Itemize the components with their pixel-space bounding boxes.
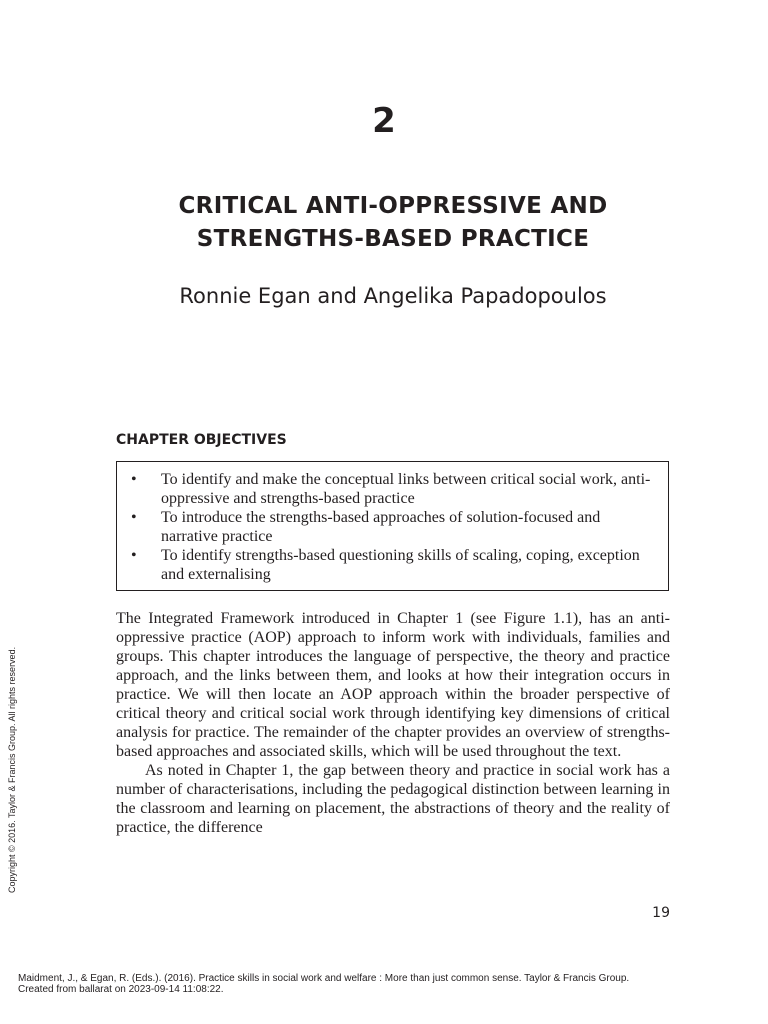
page-number: 19 — [652, 905, 670, 921]
bullet-icon: • — [131, 509, 137, 526]
created-timestamp: Created from ballarat on 2023-09-14 11:08:22. — [18, 984, 224, 995]
objective-text: To identify and make the conceptual links between critical social work, anti-oppressive and strengths-based practice — [161, 471, 651, 507]
chapter-title-line: CRITICAL ANTI-OPPRESSIVE AND — [178, 193, 608, 219]
footer-citation — [18, 973, 758, 995]
chapter-title — [0, 190, 768, 256]
objectives-box — [116, 461, 669, 591]
objective-item — [131, 508, 654, 546]
objectives-list — [131, 470, 654, 584]
citation-text: Maidment, J., & Egan, R. (Eds.). (2016). Practice skills in social work and welfare : More than just common sense. Taylor & Francis Group. — [18, 973, 630, 984]
chapter-number: 2 — [372, 101, 396, 141]
objective-item — [131, 546, 654, 584]
objective-item — [131, 470, 654, 508]
objectives-heading: CHAPTER OBJECTIVES — [116, 432, 287, 448]
bullet-icon: • — [131, 471, 137, 488]
objective-text: To introduce the strengths-based approaches of solution-focused and narrative practice — [161, 509, 601, 545]
chapter-title-line: STRENGTHS-BASED PRACTICE — [196, 226, 590, 252]
body-text — [116, 609, 670, 837]
chapter-authors: Ronnie Egan and Angelika Papadopoulos — [179, 284, 607, 308]
bullet-icon: • — [131, 547, 137, 564]
side-copyright-notice: Copyright © 2016. Taylor & Francis Group. All rights reserved. — [7, 646, 17, 893]
body-paragraph: The Integrated Framework introduced in Chapter 1 (see Figure 1.1), has an anti-oppressive practice (AOP) approach to inform work with individuals, families and groups. This chapter introduces the language of perspective, the theory and practice approach, and the links between them, and looks at how their integration occurs in practice. We will then locate an AOP approach within the broader perspective of critical theory and critical social work through identifying key dimensions of critical analysis for practice. The remainder of the chapter provides an overview of strengths-based approaches and associated skills, which will be used throughout the text. — [116, 610, 670, 760]
objective-text: To identify strengths-based questioning skills of scaling, coping, exception and externalising — [161, 547, 640, 583]
body-paragraph: As noted in Chapter 1, the gap between theory and practice in social work has a number of characterisations, including the pedagogical distinction between learning in the classroom and learning on placement, the abstractions of theory and the reality of practice, the difference — [116, 762, 670, 836]
